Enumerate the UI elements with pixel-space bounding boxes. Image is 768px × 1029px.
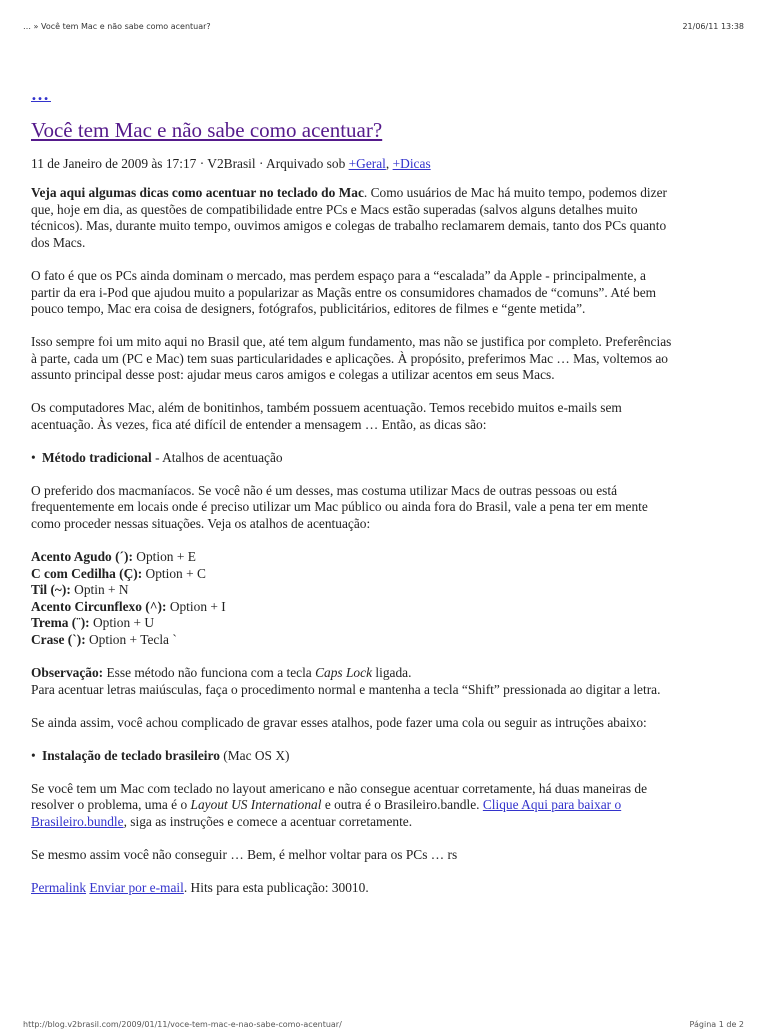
- shortcut-item: [31, 566, 676, 583]
- observation-bold: Observação:: [31, 664, 104, 680]
- shortcut-item: [31, 582, 676, 599]
- shortcut-keys: Option + C: [142, 565, 206, 581]
- shortcut-label: Acento Agudo (´):: [31, 549, 133, 565]
- bullet-2-bold: Instalação de teclado brasileiro: [42, 747, 220, 763]
- email-link[interactable]: Enviar por e-mail: [89, 879, 184, 895]
- article-title: [31, 117, 676, 143]
- observation-text: Esse método não funciona com a tecla: [103, 664, 316, 680]
- para7-mid: e outra é o Brasileiro.bandle.: [321, 797, 483, 813]
- post-footer: [31, 880, 676, 897]
- bullet-2-text: (Mac OS X): [219, 747, 290, 763]
- shortcut-label: Crase (`):: [31, 632, 86, 647]
- category-link-geral[interactable]: +Geral: [348, 155, 386, 171]
- layout-us-em: Layout US International: [190, 797, 322, 813]
- meta-separator: ,: [385, 155, 393, 171]
- paragraph-6: Se ainda assim, você achou complicado de gravar esses atalhos, pode fazer uma cola ou seguir as intruções abaixo:: [31, 714, 647, 730]
- bullet-dot-icon: •: [31, 747, 36, 763]
- shortcut-keys: Option + Tecla `: [85, 632, 177, 647]
- para7-end: , siga as instruções e comece a acentuar corretamente.: [123, 813, 413, 829]
- shortcut-item: [31, 615, 676, 632]
- meta-text: 11 de Janeiro de 2009 às 17:17 · V2Brasil · Arquivado sob: [31, 155, 349, 171]
- shortcut-label: Til (~):: [31, 582, 71, 598]
- shortcut-list: [31, 549, 676, 649]
- download-bundle-link[interactable]: Clique Aqui para baixar o Brasileiro.bundle: [31, 797, 622, 829]
- shortcut-keys: Option + U: [89, 615, 155, 631]
- paragraph-2: O fato é que os PCs ainda dominam o mercado, mas perdem espaço para a “escalada” da Apple - principalmente, a partir da era i-Pod que ajudou muito a popularizar as Maçãs entre os consumidores chamados de “comuns”. Até bem pouco tempo, Mac era coisa de designers, fotógrafos, publicitários, editores de filmes e “gente metida”.: [31, 267, 657, 317]
- shortcut-item: [31, 549, 676, 566]
- bullet-metodo-tradicional: [31, 450, 676, 467]
- bullet-instalacao-teclado: [31, 748, 676, 765]
- shortcut-keys: Optin + N: [70, 582, 129, 598]
- print-page-number: Página 1 de 2: [689, 1020, 744, 1029]
- observation-paragraph: [31, 665, 676, 698]
- shortcut-item: [31, 599, 676, 616]
- article-meta: [31, 156, 676, 173]
- bullet-1-text: - Atalhos de acentuação: [151, 449, 283, 465]
- print-header: [23, 22, 744, 31]
- article-title-link[interactable]: Você tem Mac e não sabe como acentuar?: [31, 117, 383, 142]
- para7-text: Se você tem um Mac com teclado no layout americano e não consegue acentuar corretamente, há duas maneiras de resolver o problema, uma é o: [31, 780, 648, 813]
- caps-lock-em: Caps Lock: [315, 664, 373, 680]
- intro-text: . Como usuários de Mac há muito tempo, podemos dizer que, hoje em dia, as questões de compatibilidade entre PCs e Macs estão superadas (salvos alguns detalhes muito técnicos). Mas, durante muito tempo, ouvimos amigos e colegas de trabalho reclamarem demais, tanto dos PCs quanto dos Macs.: [31, 185, 668, 250]
- observation-line-2: Para acentuar letras maiúsculas, faça o procedimento normal e mantenha a tecla “Shift” pressionada ao digitar a letra.: [31, 681, 661, 697]
- bullet-dot-icon: •: [31, 449, 36, 465]
- shortcut-keys: Option + I: [166, 598, 226, 614]
- intro-bold: Veja aqui algumas dicas como acentuar no teclado do Mac: [31, 185, 364, 201]
- site-home-link[interactable]: …: [31, 84, 51, 104]
- hits-text: . Hits para esta publicação: 30010.: [183, 879, 369, 895]
- shortcut-label: Acento Circunflexo (^):: [31, 598, 167, 614]
- bullet-1-bold: Método tradicional: [42, 449, 152, 465]
- paragraph-4: Os computadores Mac, além de bonitinhos, também possuem acentuação. Temos recebido muitos e-mails sem acentuação. Às vezes, fica até difícil de entender a mensagem … Então, as dicas são:: [31, 400, 622, 432]
- paragraph-3: Isso sempre foi um mito aqui no Brasil que, até tem algum fundamento, mas não se justifica por completo. Preferências à parte, cada um (PC e Mac) tem suas particularidades e aplicações. À propósito, preferimos Mac … Mas, voltemos ao assunto principal desse post: ajudar meus caros amigos e colegas a utilizar acentos em seus Macs.: [31, 334, 672, 383]
- permalink-link[interactable]: Permalink: [31, 879, 87, 895]
- print-page-title: … » Você tem Mac e não sabe como acentuar?: [23, 22, 211, 31]
- intro-paragraph: [31, 185, 676, 251]
- paragraph-5: O preferido dos macmaníacos. Se você não é um desses, mas costuma utilizar Macs de outras pessoas ou está frequentemente em locais onde é preciso utilizar um Mac público ou ainda fora do Brasil, vale a pena ter em mente como proceder nessas situações. Veja os atalhos de acentuação:: [31, 482, 648, 532]
- shortcut-item: [31, 632, 676, 649]
- print-footer: [23, 1020, 744, 1029]
- paragraph-8: Se mesmo assim você não conseguir … Bem, é melhor voltar para os PCs … rs: [31, 846, 458, 862]
- observation-text-end: ligada.: [372, 664, 412, 680]
- article-content: [31, 86, 676, 896]
- shortcut-keys: Option + E: [132, 549, 196, 565]
- print-url: http://blog.v2brasil.com/2009/01/11/voce-tem-mac-e-nao-sabe-como-acentuar/: [23, 1020, 342, 1029]
- category-link-dicas[interactable]: +Dicas: [392, 155, 431, 171]
- paragraph-7: [31, 781, 676, 831]
- print-datetime: 21/06/11 13:38: [682, 22, 744, 31]
- shortcut-label: Trema (¨):: [31, 615, 90, 631]
- shortcut-label: C com Cedilha (Ç):: [31, 565, 143, 581]
